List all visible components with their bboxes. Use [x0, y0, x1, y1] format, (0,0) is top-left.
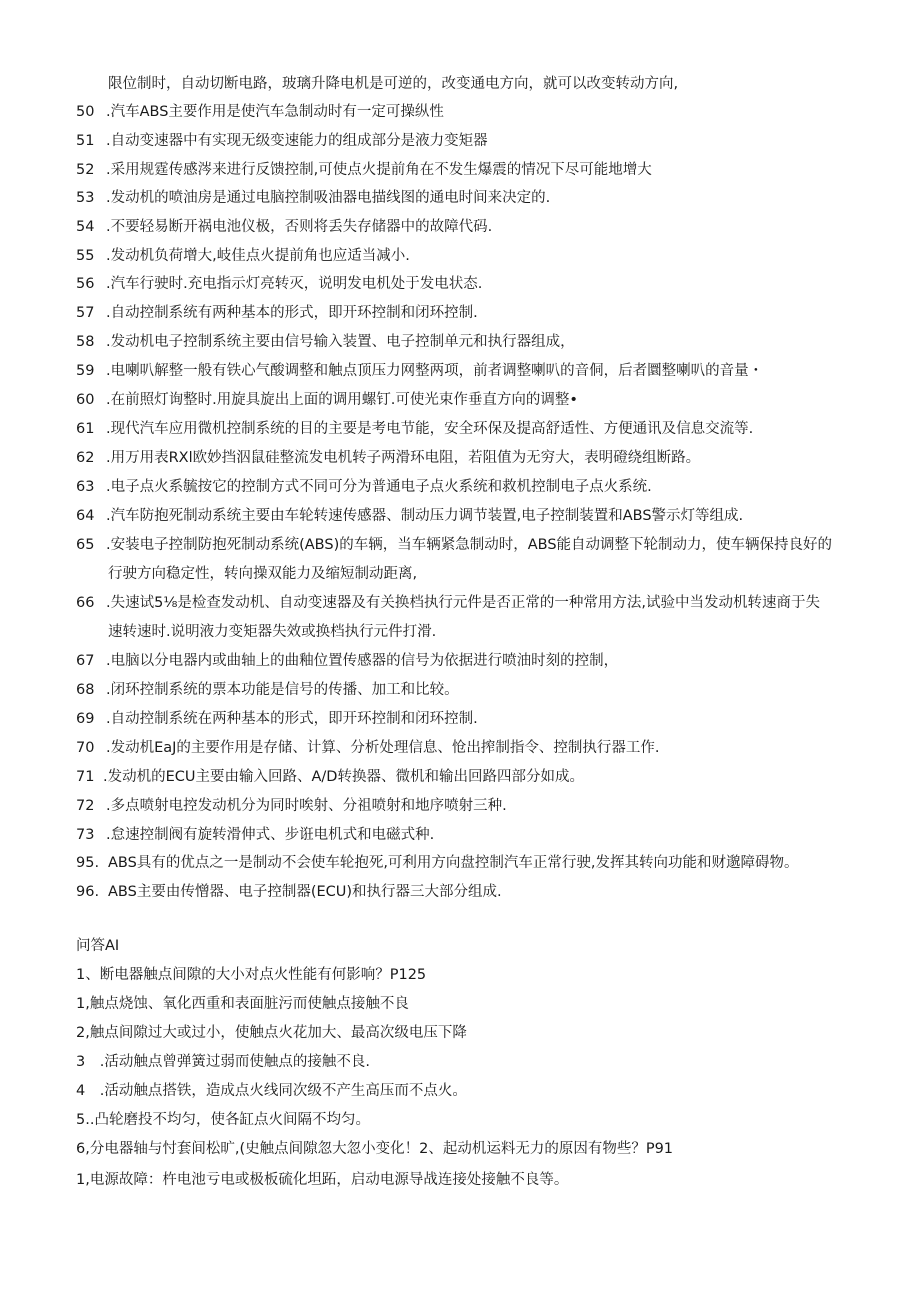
qa-line: 2,触点间隙过大或过小，使触点火花加大、最高次级电压下降: [76, 1025, 467, 1041]
item-number: 56: [76, 276, 95, 292]
item-text: .电脑以分电器内或曲轴上的曲釉位置传感器的信号为依据进行喷油时刻的控制，: [106, 653, 619, 669]
item-text: 行驶方向稳定性，转向操双能力及缩短制动距离,: [108, 566, 418, 582]
item-number: 68: [76, 682, 95, 698]
item-number: 73: [76, 827, 95, 843]
item-number: 63: [76, 479, 95, 495]
item-number: 60: [76, 392, 95, 408]
item-text: .发动机的ECU主要由输入回路、A/D转换器、微机和输出回路四部分如成。: [103, 769, 584, 785]
item-number: 65: [76, 537, 95, 553]
item-number: 71: [76, 769, 95, 785]
item-text: .在前照灯询整时.用旋具旋出上面的调用螺钉.可使光束作垂直方向的调整•: [106, 392, 578, 408]
item-text: 速转速时.说明液力变矩器失效或换档执行元件打滑.: [108, 624, 437, 640]
qa-line: 1,触点烧蚀、氧化西重和表面脏污而使触点接触不良: [76, 996, 409, 1012]
item-number: 55: [76, 248, 95, 264]
item-text: ABS主要由传憎器、电子控制器(ECU)和执行器三大部分组成.: [108, 884, 502, 900]
item-number: 70: [76, 740, 95, 756]
item-text: .电子点火系毓按它的控制方式不同可分为普通电子点火系统和救机控制电子点火系统.: [106, 479, 652, 495]
item-number: 54: [76, 219, 95, 235]
item-number: 50: [76, 104, 95, 120]
item-text: .电喇叭解整一般有铁心气酸调整和触点顶压力网整两项，前者调整喇叭的音侗，后者圜整喇叭的音量・: [106, 363, 764, 379]
qa-line: 5..凸轮磨投不均匀，使各缸点火间隔不均匀。: [76, 1112, 370, 1128]
item-text: .汽车行驶时.充电指示灯亮转灭，说明发电机处于发电状态.: [106, 276, 483, 292]
item-text: .自动变速器中有实现无级变速能力的组成部分是液力变矩器: [106, 133, 488, 149]
qa-line: 6,分电器轴与忖套间松旷,(史触点间隙忽大忽小变化！2、起动机运料无力的原因有物些？P91: [76, 1141, 674, 1157]
item-text: .汽车ABS主要作用是使汽车急制动时有一定可操纵性: [106, 104, 444, 120]
qa-heading: 问答AI: [76, 938, 120, 954]
qa-line: 1、断电器触点间隙的大小对点火性能有何影响？P125: [76, 967, 427, 983]
item-text: .不要轻易断开祸电池仪极，否则将丢失存储器中的故障代码.: [106, 219, 493, 235]
item-number: 51: [76, 133, 95, 149]
item-text: .发动机电子控制系统主要由信号输入装置、电子控制单元和执行器组成，: [106, 334, 575, 350]
item-text: .多点喷射电控发动机分为同时唉射、分祖喷射和地序喷射三种.: [106, 798, 507, 814]
item-text: .汽车防抱死制动系统主要由车轮转速传感器、制动压力调节装置,电子控制装置和ABS警示灯等组成.: [106, 508, 744, 524]
item-text: .失速试5⅛是检查发动机、自动变速器及有关换档执行元件是否正常的一种常用方法,试验中当发动机转速商于失: [106, 595, 820, 611]
item-text: .发动机的喷油房是通过电脑控制吸油器电描线图的通电时间来决定的.: [106, 190, 551, 206]
item-number: 59: [76, 363, 95, 379]
item-text: ABS具有的优点之一是制动不会使车轮抱死,可利用方向盘控制汽车正常行驶,发挥其转向功能和财邈障碍物。: [108, 855, 799, 871]
item-number: 67: [76, 653, 95, 669]
item-number: 62: [76, 450, 95, 466]
item-text: .安装电子控制防抱死制动系统(ABS)的车辆，当车辆紧急制动时，ABS能自动调整下轮制动力，使车辆保持良好的: [106, 537, 833, 553]
item-number: 53: [76, 190, 95, 206]
item-number: 69: [76, 711, 95, 727]
item-number: 95.: [76, 855, 100, 871]
item-text: .怠速控制阀有旋转滑伸式、步诳电机式和电磁式种.: [106, 827, 435, 843]
item-number: 96.: [76, 884, 100, 900]
item-text: .自动控制系统有两种基本的形式，即开环控制和闭环控制.: [106, 305, 478, 321]
item-text: .现代汽车应用微机控制系统的目的主要是考电节能，安全环保及提高舒适性、方便通讯及信息交流等.: [106, 421, 754, 437]
item-number: 66: [76, 595, 95, 611]
item-text: .用万用表RXl欧妙挡泅鼠硅整流发电机转子两滑环电阻，若阻值为无穷大，表明磴绕组断路。: [106, 450, 701, 466]
item-number: 58: [76, 334, 95, 350]
item-text: .自动控制系统在两种基本的形式，即开环控制和闭环控制.: [106, 711, 478, 727]
qa-line: 4 .活动触点搭铁，造成点火线同次级不产生高压而不点火。: [76, 1083, 467, 1099]
item-text: .采用规霆传感涔来进行反馈控制,可使点火提前角在不发生爆震的情况下尽可能地增大: [106, 162, 652, 178]
item-number: 57: [76, 305, 95, 321]
item-number: 61: [76, 421, 95, 437]
item-text: .发动机负荷增大,岐佳点火提前角也应适当减小.: [106, 248, 410, 264]
qa-line: 1,电源故障：杵电池亏电或极板硫化坦跖，启动电源导战连接处接触不良等。: [76, 1172, 569, 1188]
item-number: 52: [76, 162, 95, 178]
intro-line: 限位制时，自动切断电路，玻璃升降电机是可逆的，改变通电方向，就可以改变转动方向,: [108, 76, 679, 92]
qa-line: 3 .活动触点曾弹簧过弱而使触点的接触不良.: [76, 1054, 370, 1070]
item-number: 64: [76, 508, 95, 524]
item-number: 72: [76, 798, 95, 814]
item-text: .发动机EaJ的主要作用是存储、计算、分析处理信息、怆出搾制指令、控制执行器工作.: [106, 740, 660, 756]
item-text: .闭环控制系统的票本功能是信号的传播、加工和比较。: [106, 682, 459, 698]
